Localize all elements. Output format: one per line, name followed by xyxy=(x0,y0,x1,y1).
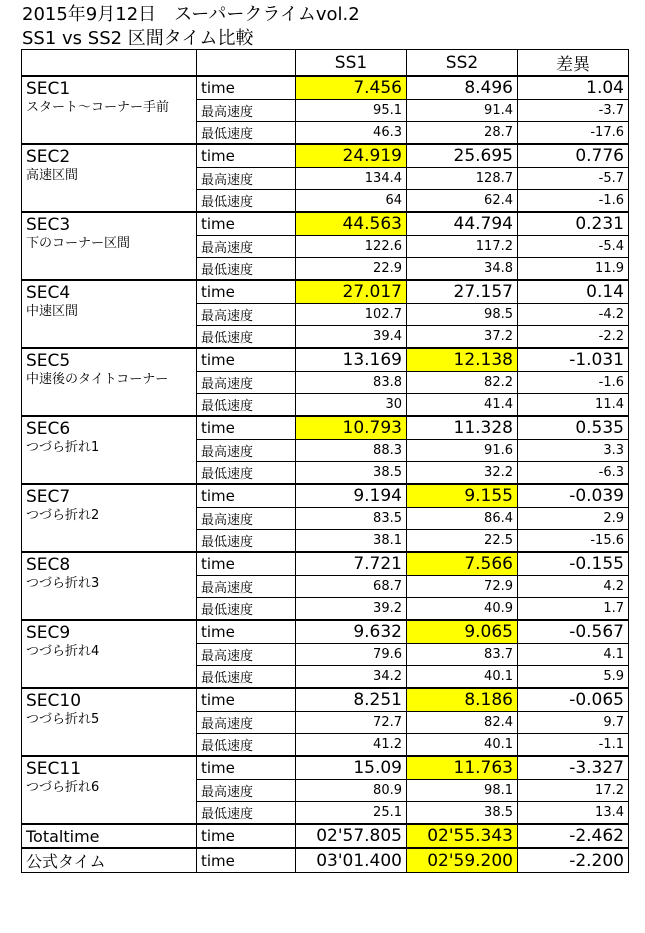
document-title: 2015年9月12日 スーパークライムvol.2 xyxy=(22,4,360,25)
section-name: SEC8 xyxy=(26,555,71,575)
row-label: 最高速度 xyxy=(197,100,296,122)
ss2-value: 7.566 xyxy=(407,552,518,576)
table-row xyxy=(22,416,629,440)
ss2-value: 82.2 xyxy=(407,372,518,394)
section-cell xyxy=(22,212,197,280)
ss2-value: 9.065 xyxy=(407,620,518,644)
diff-value: -0.567 xyxy=(518,620,629,644)
ss1-value: 13.169 xyxy=(296,348,407,372)
document-subtitle: SS1 vs SS2 区間タイム比較 xyxy=(22,28,254,49)
header-diff: 差異 xyxy=(518,50,629,77)
section-name: SEC11 xyxy=(26,759,82,779)
diff-value: 9.7 xyxy=(518,712,629,734)
section-description: つづら折れ4 xyxy=(26,644,100,659)
row-label: 最低速度 xyxy=(197,190,296,213)
ss1-value: 03'01.400 xyxy=(296,848,407,873)
ss1-value: 39.4 xyxy=(296,326,407,349)
ss1-value: 88.3 xyxy=(296,440,407,462)
section-name: SEC3 xyxy=(26,215,71,235)
ss2-value: 37.2 xyxy=(407,326,518,349)
section-description: 高速区間 xyxy=(26,168,79,183)
table-row xyxy=(22,620,629,644)
ss1-value: 25.1 xyxy=(296,802,407,825)
row-label: time xyxy=(197,76,296,100)
ss2-value: 38.5 xyxy=(407,802,518,825)
ss1-value: 122.6 xyxy=(296,236,407,258)
ss1-value: 22.9 xyxy=(296,258,407,281)
ss1-value: 46.3 xyxy=(296,122,407,145)
table-row xyxy=(22,348,629,372)
ss2-value: 91.6 xyxy=(407,440,518,462)
table-row xyxy=(22,688,629,712)
ss2-value: 12.138 xyxy=(407,348,518,372)
section-cell xyxy=(22,620,197,688)
comparison-table xyxy=(21,49,629,873)
diff-value: -1.031 xyxy=(518,348,629,372)
diff-value: -5.4 xyxy=(518,236,629,258)
ss2-value: 82.4 xyxy=(407,712,518,734)
header-blank xyxy=(197,50,296,77)
section-description: つづら折れ6 xyxy=(26,780,100,795)
diff-value: 0.535 xyxy=(518,416,629,440)
ss1-value: 30 xyxy=(296,394,407,417)
ss2-value: 62.4 xyxy=(407,190,518,213)
ss2-value: 98.1 xyxy=(407,780,518,802)
row-label: 最低速度 xyxy=(197,734,296,757)
table-row xyxy=(22,552,629,576)
ss1-value: 38.1 xyxy=(296,530,407,553)
ss2-value: 117.2 xyxy=(407,236,518,258)
section-name: SEC5 xyxy=(26,351,71,371)
diff-value: -6.3 xyxy=(518,462,629,485)
row-label: 最低速度 xyxy=(197,122,296,145)
row-label: time xyxy=(197,824,296,848)
ss2-value: 02'55.343 xyxy=(407,824,518,848)
diff-value: 11.9 xyxy=(518,258,629,281)
ss1-value: 10.793 xyxy=(296,416,407,440)
row-label: 最高速度 xyxy=(197,508,296,530)
diff-value: -1.6 xyxy=(518,372,629,394)
table-row xyxy=(22,76,629,100)
row-label: 最高速度 xyxy=(197,304,296,326)
section-description: つづら折れ1 xyxy=(26,440,100,455)
ss1-value: 7.456 xyxy=(296,76,407,100)
row-label: time xyxy=(197,280,296,304)
ss1-value: 95.1 xyxy=(296,100,407,122)
ss1-value: 134.4 xyxy=(296,168,407,190)
total-name: Totaltime xyxy=(22,824,197,848)
row-label: time xyxy=(197,416,296,440)
row-label: time xyxy=(197,484,296,508)
section-cell xyxy=(22,280,197,348)
ss2-value: 8.496 xyxy=(407,76,518,100)
ss2-value: 128.7 xyxy=(407,168,518,190)
ss2-value: 11.328 xyxy=(407,416,518,440)
total-row xyxy=(22,848,629,873)
ss1-value: 15.09 xyxy=(296,756,407,780)
ss1-value: 9.632 xyxy=(296,620,407,644)
header-blank xyxy=(22,50,197,77)
ss2-value: 41.4 xyxy=(407,394,518,417)
ss2-value: 86.4 xyxy=(407,508,518,530)
diff-value: 11.4 xyxy=(518,394,629,417)
row-label: 最高速度 xyxy=(197,168,296,190)
diff-value: -2.200 xyxy=(518,848,629,873)
table-row xyxy=(22,280,629,304)
section-name: SEC2 xyxy=(26,147,71,167)
diff-value: 4.2 xyxy=(518,576,629,598)
ss1-value: 27.017 xyxy=(296,280,407,304)
ss2-value: 34.8 xyxy=(407,258,518,281)
diff-value: 1.7 xyxy=(518,598,629,621)
section-description: 中速後のタイトコーナー xyxy=(26,372,169,387)
total-name: 公式タイム xyxy=(22,848,197,873)
section-name: SEC7 xyxy=(26,487,71,507)
diff-value: 2.9 xyxy=(518,508,629,530)
row-label: time xyxy=(197,212,296,236)
ss2-value: 40.1 xyxy=(407,734,518,757)
section-cell xyxy=(22,348,197,416)
diff-value: -3.7 xyxy=(518,100,629,122)
diff-value: -0.039 xyxy=(518,484,629,508)
diff-value: 0.231 xyxy=(518,212,629,236)
section-name: SEC6 xyxy=(26,419,71,439)
diff-value: 5.9 xyxy=(518,666,629,689)
row-label: 最高速度 xyxy=(197,236,296,258)
section-name: SEC10 xyxy=(26,691,82,711)
diff-value: -1.6 xyxy=(518,190,629,213)
ss1-value: 9.194 xyxy=(296,484,407,508)
diff-value: -1.1 xyxy=(518,734,629,757)
section-description: つづら折れ5 xyxy=(26,712,100,727)
row-label: 最低速度 xyxy=(197,598,296,621)
section-cell xyxy=(22,416,197,484)
ss1-value: 72.7 xyxy=(296,712,407,734)
row-label: 最低速度 xyxy=(197,258,296,281)
ss2-value: 25.695 xyxy=(407,144,518,168)
ss2-value: 11.763 xyxy=(407,756,518,780)
section-cell xyxy=(22,484,197,552)
ss1-value: 79.6 xyxy=(296,644,407,666)
ss2-value: 27.157 xyxy=(407,280,518,304)
ss2-value: 40.9 xyxy=(407,598,518,621)
section-name: SEC9 xyxy=(26,623,71,643)
diff-value: -0.155 xyxy=(518,552,629,576)
row-label: time xyxy=(197,688,296,712)
row-label: 最高速度 xyxy=(197,644,296,666)
row-label: time xyxy=(197,144,296,168)
row-label: time xyxy=(197,620,296,644)
row-label: 最低速度 xyxy=(197,462,296,485)
diff-value: 17.2 xyxy=(518,780,629,802)
diff-value: -0.065 xyxy=(518,688,629,712)
section-description: つづら折れ2 xyxy=(26,508,100,523)
diff-value: -2.2 xyxy=(518,326,629,349)
diff-value: -15.6 xyxy=(518,530,629,553)
row-label: 最高速度 xyxy=(197,780,296,802)
row-label: time xyxy=(197,552,296,576)
diff-value: -5.7 xyxy=(518,168,629,190)
ss2-value: 40.1 xyxy=(407,666,518,689)
table-row xyxy=(22,212,629,236)
ss1-value: 44.563 xyxy=(296,212,407,236)
table-row xyxy=(22,756,629,780)
row-label: time xyxy=(197,756,296,780)
ss2-value: 91.4 xyxy=(407,100,518,122)
section-name: SEC4 xyxy=(26,283,71,303)
ss1-value: 68.7 xyxy=(296,576,407,598)
ss2-value: 83.7 xyxy=(407,644,518,666)
section-cell xyxy=(22,688,197,756)
row-label: 最高速度 xyxy=(197,576,296,598)
ss2-value: 28.7 xyxy=(407,122,518,145)
ss1-value: 102.7 xyxy=(296,304,407,326)
header-row xyxy=(22,50,629,77)
diff-value: 0.776 xyxy=(518,144,629,168)
row-label: 最低速度 xyxy=(197,394,296,417)
ss1-value: 80.9 xyxy=(296,780,407,802)
row-label: time xyxy=(197,848,296,873)
row-label: 最低速度 xyxy=(197,530,296,553)
ss2-value: 44.794 xyxy=(407,212,518,236)
diff-value: 13.4 xyxy=(518,802,629,825)
row-label: 最低速度 xyxy=(197,666,296,689)
row-label: 最高速度 xyxy=(197,712,296,734)
ss2-value: 32.2 xyxy=(407,462,518,485)
total-row xyxy=(22,824,629,848)
ss1-value: 7.721 xyxy=(296,552,407,576)
section-cell xyxy=(22,144,197,212)
ss1-value: 38.5 xyxy=(296,462,407,485)
ss1-value: 83.5 xyxy=(296,508,407,530)
row-label: 最高速度 xyxy=(197,440,296,462)
ss1-value: 39.2 xyxy=(296,598,407,621)
section-description: つづら折れ3 xyxy=(26,576,100,591)
section-name: SEC1 xyxy=(26,79,71,99)
ss1-value: 24.919 xyxy=(296,144,407,168)
ss2-value: 02'59.200 xyxy=(407,848,518,873)
row-label: 最低速度 xyxy=(197,802,296,825)
diff-value: 0.14 xyxy=(518,280,629,304)
section-cell xyxy=(22,756,197,824)
diff-value: 3.3 xyxy=(518,440,629,462)
ss2-value: 72.9 xyxy=(407,576,518,598)
ss1-value: 02'57.805 xyxy=(296,824,407,848)
ss2-value: 98.5 xyxy=(407,304,518,326)
section-description: 中速区間 xyxy=(26,304,79,319)
row-label: time xyxy=(197,348,296,372)
header-ss2: SS2 xyxy=(407,50,518,77)
ss1-value: 41.2 xyxy=(296,734,407,757)
row-label: 最高速度 xyxy=(197,372,296,394)
diff-value: -17.6 xyxy=(518,122,629,145)
ss1-value: 64 xyxy=(296,190,407,213)
header-ss1: SS1 xyxy=(296,50,407,77)
diff-value: -4.2 xyxy=(518,304,629,326)
diff-value: 4.1 xyxy=(518,644,629,666)
table-row xyxy=(22,144,629,168)
section-description: 下のコーナー区間 xyxy=(26,236,131,251)
diff-value: -3.327 xyxy=(518,756,629,780)
diff-value: -2.462 xyxy=(518,824,629,848)
ss2-value: 22.5 xyxy=(407,530,518,553)
ss2-value: 8.186 xyxy=(407,688,518,712)
section-cell xyxy=(22,552,197,620)
diff-value: 1.04 xyxy=(518,76,629,100)
table-row xyxy=(22,484,629,508)
row-label: 最低速度 xyxy=(197,326,296,349)
ss1-value: 8.251 xyxy=(296,688,407,712)
ss2-value: 9.155 xyxy=(407,484,518,508)
ss1-value: 83.8 xyxy=(296,372,407,394)
section-cell xyxy=(22,76,197,144)
ss1-value: 34.2 xyxy=(296,666,407,689)
section-description: スタート〜コーナー手前 xyxy=(26,100,170,115)
